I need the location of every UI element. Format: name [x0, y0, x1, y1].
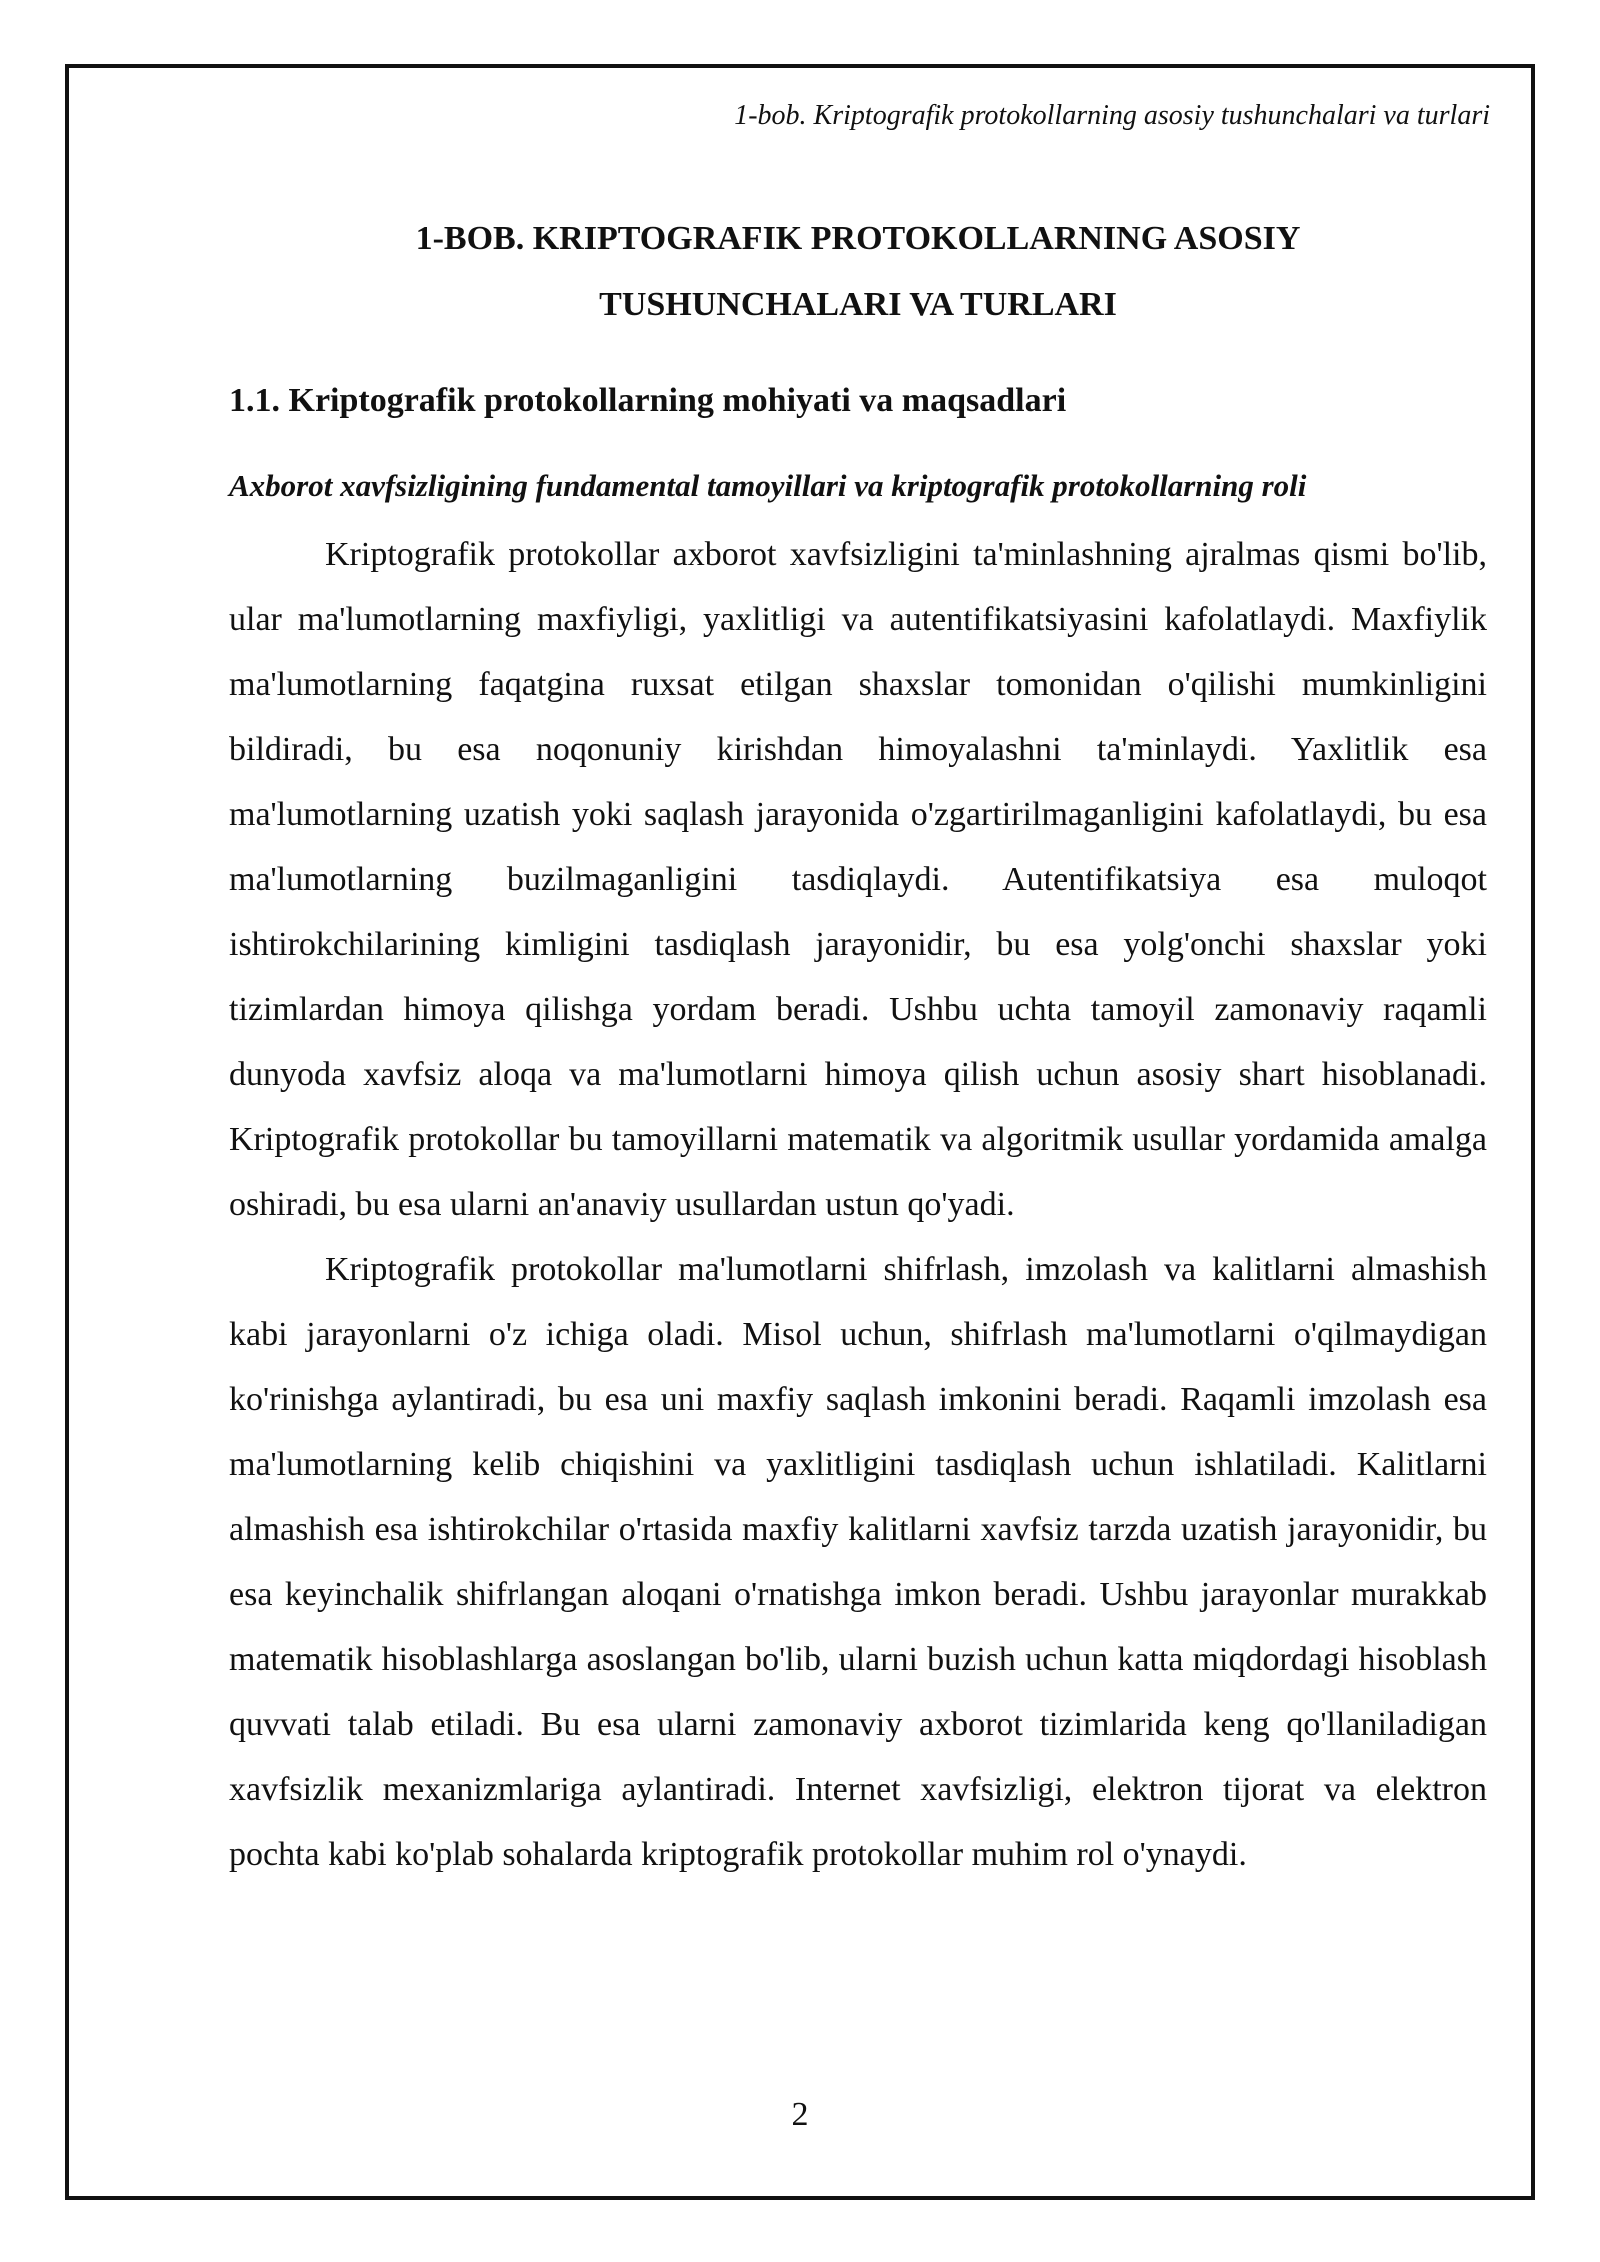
- body-paragraph-1: Kriptografik protokollar axborot xavfsizligini ta'minlashning ajralmas qismi bo'lib, ular ma'lumotlarning maxfiyligi, yaxlitligi va autentifikatsiyasini kafolatlaydi. Maxfiylik ma'lumotlarning faqatgina ruxsat etilgan shaxslar tomonidan o'qilishi mumkinligini bildiradi, bu esa noqonuniy kirishdan himoyalashni ta'minlaydi. Yaxlitlik esa ma'lumotlarning uzatish yoki saqlash jarayonida o'zgartirilmaganligini kafolatlaydi, bu esa ma'lumotlarning buzilmaganligini tasdiqlaydi. Autentifikatsiya esa muloqot ishtirokchilarining kimligini tasdiqlash jarayonidir, bu esa yolg'onchi shaxslar yoki tizimlardan himoya qilishga yordam beradi. Ushbu uchta tamoyil zamonaviy raqamli dunyoda xavfsiz aloqa va ma'lumotlarni himoya qilish uchun asosiy shart hisoblanadi. Kriptografik protokollar bu tamoyillarni matematik va algoritmik usullar yordamida amalga oshiradi, bu esa ularni an'anaviy usullardan ustun qo'yadi.: [229, 536, 1487, 1223]
- body-paragraph-2: Kriptografik protokollar ma'lumotlarni shifrlash, imzolash va kalitlarni almashish kabi jarayonlarni o'z ichiga oladi. Misol uchun, shifrlash ma'lumotlarni o'qilmaydigan ko'rinishga aylantiradi, bu esa uni maxfiy saqlash imkonini beradi. Raqamli imzolash esa ma'lumotlarning kelib chiqishini va yaxlitligini tasdiqlash uchun ishlatiladi. Kalitlarni almashish esa ishtirokchilar o'rtasida maxfiy kalitlarni xavfsiz tarzda uzatish jarayonidir, bu esa keyinchalik shifrlangan aloqani o'rnatishga imkon beradi. Ushbu jarayonlar murakkab matematik hisoblashlarga asoslangan bo'lib, ularni buzish uchun katta miqdordagi hisoblash quvvati talab etiladi. Bu esa ularni zamonaviy axborot tizimlarida keng qo'llaniladigan xavfsizlik mexanizmlariga aylantiradi. Internet xavfsizligi, elektron tijorat va elektron pochta kabi ko'plab sohalarda kriptografik protokollar muhim rol o'ynaydi.: [229, 1251, 1487, 1873]
- chapter-title: [229, 206, 1487, 338]
- page-content: [229, 206, 1487, 1887]
- running-header: 1-bob. Kriptografik protokollarning asosiy tushunchalari va turlari: [734, 100, 1490, 131]
- chapter-title-line-2: TUSHUNCHALARI VA TURLARI: [599, 286, 1117, 323]
- section-title: 1.1. Kriptografik protokollarning mohiyati va maqsadlari: [229, 382, 1067, 419]
- chapter-title-line-1: 1-BOB. KRIPTOGRAFIK PROTOKOLLARNING ASOSIY: [415, 220, 1301, 257]
- page-number: 2: [791, 2096, 809, 2133]
- subsection-title: Axborot xavfsizligining fundamental tamoyillari va kriptografik protokollarning roli: [229, 468, 1307, 503]
